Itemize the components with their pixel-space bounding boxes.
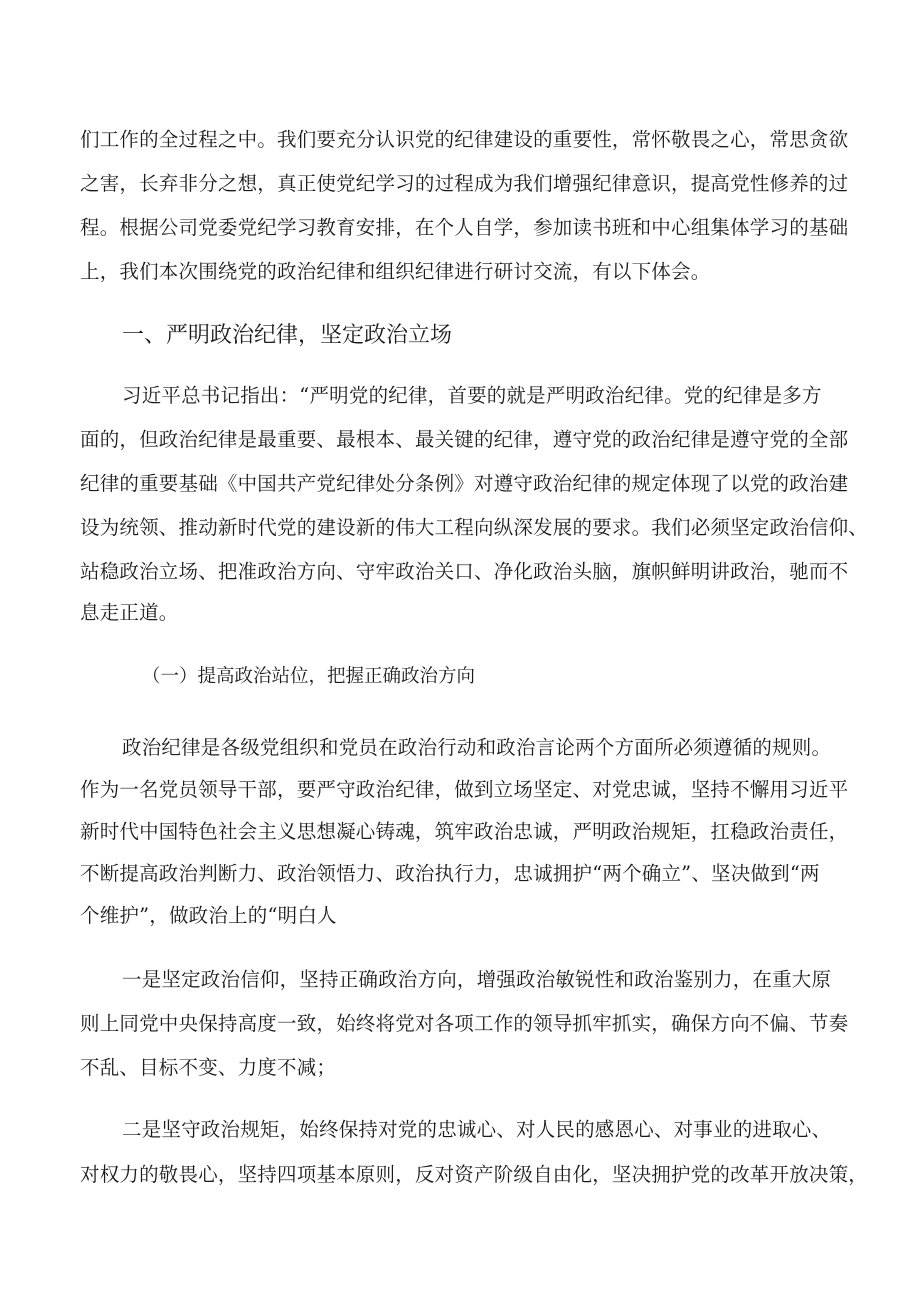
section-1-heading: 一、严明政治纪律，坚定政治立场: [122, 323, 453, 348]
point-1-line-1: 一是坚定政治信仰，坚持正确政治方向，增强政治敏锐性和政治鉴别力，在重大原: [122, 968, 832, 991]
section-1-line-2: 面的，但政治纪律是最重要、最根本、最关键的纪律，遵守党的政治纪律是遵守党的全部: [80, 428, 849, 451]
intro-line-3: 程。根据公司党委党纪学习教育安排，在个人自学，参加读书班和中心组集体学习的基础: [80, 216, 849, 239]
point-2-line-2: 对权力的敬畏心，坚持四项基本原则，反对资产阶级自由化，坚决拥护党的改革开放决策，: [80, 1163, 869, 1186]
point-1-line-2: 则上同党中央保持高度一致，始终将党对各项工作的领导抓牢抓实，确保方向不偏、节奏: [80, 1012, 849, 1035]
section-1-line-1: 习近平总书记指出：“严明党的纪律，首要的就是严明政治纪律。党的纪律是多方: [122, 384, 822, 407]
intro-line-2: 之害，长弃非分之想，真正使党纪学习的过程成为我们增强纪律意识，提高党性修养的过: [80, 172, 849, 195]
section-1-line-5: 站稳政治立场、把准政治方向、守牢政治关口、净化政治头脑，旗帜鲜明讲政治，驰而不: [80, 560, 849, 583]
section-1-line-4: 设为统领、推动新时代党的建设新的伟大工程向纵深发展的要求。我们必须坚定政治信仰、: [80, 516, 869, 539]
section-1-line-3: 纪律的重要基础《中国共产党纪律处分条例》对遵守政治纪律的规定体现了以党的政治建: [80, 472, 849, 495]
subsection-1-line-4: 不断提高政治判断力、政治领悟力、政治执行力，忠诚拥护“两个确立”、坚决做到“两: [80, 862, 820, 885]
section-1-line-6: 息走正道。: [80, 601, 179, 624]
point-1-line-3: 不乱、目标不变、力度不减；: [80, 1056, 337, 1079]
subsection-1-line-5: 个维护”，做政治上的“明白人: [80, 904, 337, 927]
intro-line-1: 们工作的全过程之中。我们要充分认识党的纪律建设的重要性，常怀敬畏之心，常思贪欲: [80, 128, 849, 151]
subsection-1-line-1: 政治纪律是各级党组织和党员在政治行动和政治言论两个方面所必须遵循的规则。: [122, 736, 832, 759]
intro-line-4: 上，我们本次围绕党的政治纪律和组织纪律进行研讨交流，有以下体会。: [80, 260, 711, 283]
subsection-1-line-2: 作为一名党员领导干部，要严守政治纪律，做到立场坚定、对党忠诚，坚持不懈用习近平: [80, 778, 849, 801]
point-2-line-1: 二是坚守政治规矩，始终保持对党的忠诚心、对人民的感恩心、对事业的进取心、: [122, 1118, 832, 1141]
subsection-1-line-3: 新时代中国特色社会主义思想凝心铸魂，筑牢政治忠诚，严明政治规矩，扛稳政治责任，: [80, 820, 849, 843]
subsection-1-heading: （一）提高政治站位，把握正确政治方向: [142, 666, 476, 687]
